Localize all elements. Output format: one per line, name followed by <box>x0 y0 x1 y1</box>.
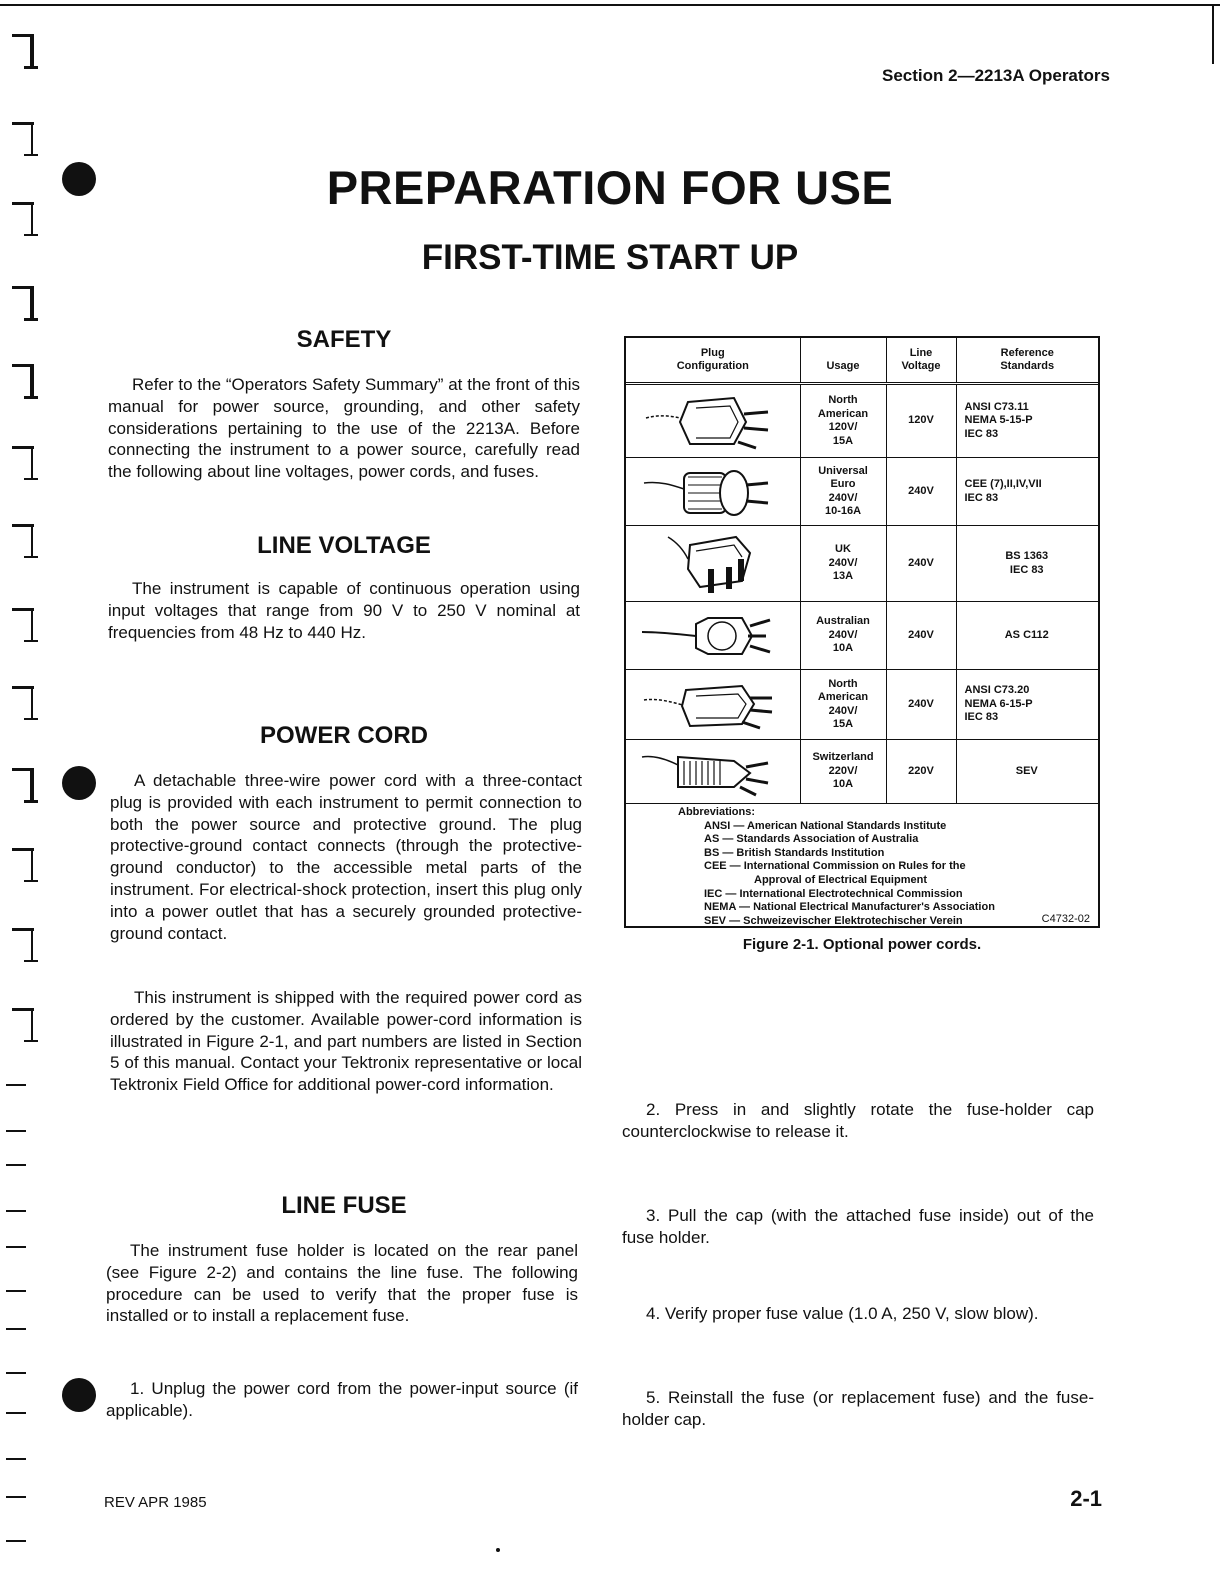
column-header-plug: Plug Configuration <box>626 338 800 384</box>
scan-speck <box>496 1548 500 1552</box>
abbreviation-item: NEMA — National Electrical Manufacturer's Association <box>704 901 995 914</box>
figure-code: C4732-02 <box>1041 912 1090 925</box>
voltage-cell: 240V <box>886 670 956 740</box>
margin-dash <box>6 1210 26 1212</box>
abbreviation-item: BS — British Standards Institution <box>704 846 885 859</box>
fuse-step-5: 5. Reinstall the fuse (or replacement fuse) and the fuse-holder cap. <box>622 1388 1094 1429</box>
margin-dash <box>6 1372 26 1374</box>
australian-plug-icon <box>626 602 800 670</box>
margin-mark <box>4 120 40 160</box>
standards-cell: SEV <box>956 740 1098 804</box>
page-number: 2-1 <box>1070 1486 1102 1511</box>
voltage-cell: 240V <box>886 526 956 602</box>
usage-cell: UK 240V/ 13A <box>800 526 886 602</box>
voltage-cell: 240V <box>886 458 956 526</box>
voltage-cell: 240V <box>886 602 956 670</box>
standards-cell: AS C112 <box>956 602 1098 670</box>
column-header-standards: Reference Standards <box>956 338 1098 384</box>
table-header-row <box>626 338 1098 384</box>
line-fuse-paragraph: The instrument fuse holder is located on the rear panel (see Figure 2-2) and contains the line fuse. The following procedure can be used to verify that the proper fuse is installed or to install a replacement fuse. <box>106 1241 578 1326</box>
table-row <box>626 526 1098 602</box>
line-fuse-heading: LINE FUSE <box>281 1192 407 1219</box>
margin-mark <box>4 606 40 646</box>
schuko-plug-icon <box>626 458 800 526</box>
margin-mark <box>4 684 40 724</box>
page-subtitle: FIRST-TIME START UP <box>421 238 799 277</box>
abbreviation-item: CEE — International Commission on Rules for the <box>704 860 966 873</box>
standards-cell: ANSI C73.11 NEMA 5-15-P IEC 83 <box>956 384 1098 458</box>
margin-mark <box>4 766 40 806</box>
power-cord-table <box>626 338 1098 804</box>
margin-dash <box>6 1496 26 1498</box>
margin-mark <box>4 926 40 966</box>
margin-dash <box>6 1412 26 1414</box>
swiss-plug-icon <box>626 740 800 804</box>
fuse-step-3: 3. Pull the cap (with the attached fuse inside) out of the fuse holder. <box>622 1206 1094 1247</box>
power-cord-heading: POWER CORD <box>260 722 428 749</box>
table-row <box>626 384 1098 458</box>
margin-mark <box>4 284 40 324</box>
nema-5-15-plug-icon <box>626 384 800 458</box>
column-header-usage: Usage <box>800 338 886 384</box>
punch-hole <box>62 1378 96 1412</box>
running-head: Section 2—2213A Operators <box>881 66 1110 85</box>
usage-cell: Switzerland 220V/ 10A <box>800 740 886 804</box>
safety-heading: SAFETY <box>296 326 392 353</box>
abbreviation-item: AS — Standards Association of Australia <box>704 833 919 846</box>
fuse-step-2: 2. Press in and slightly rotate the fuse-holder cap counterclockwise to release it. <box>622 1100 1094 1141</box>
table-row <box>626 740 1098 804</box>
abbreviation-item: Approval of Electrical Equipment <box>754 873 927 886</box>
margin-mark <box>4 444 40 484</box>
safety-paragraph: Refer to the “Operators Safety Summary” at the front of this manual for power source, grounding, and other safety considerations pertaining to the use of the 2213A. Before connecting the instrument to a power source, carefully read the following about line voltages, power cords, and fuses. <box>108 375 580 482</box>
top-rule <box>0 4 1220 6</box>
right-edge-rule <box>1212 4 1214 64</box>
abbreviation-item: SEV — Schweizevischer Elektrotechischer Verein <box>704 914 963 927</box>
usage-cell: Universal Euro 240V/ 10-16A <box>800 458 886 526</box>
standards-cell: CEE (7),II,IV,VII IEC 83 <box>956 458 1098 526</box>
power-cord-paragraph: A detachable three-wire power cord with a three-contact plug is provided with each instrument to permit connection to both the power source and protective ground. The plug protective-ground contact connects (through the protective-ground conductor) to the accessible metal parts of the instrument. For electrical-shock protection, insert this plug only into a power outlet that has a securely grounded protective-ground contact. <box>110 771 582 943</box>
standards-cell: ANSI C73.20 NEMA 6-15-P IEC 83 <box>956 670 1098 740</box>
fuse-step-1: 1. Unplug the power cord from the power-input source (if applicable). <box>106 1379 578 1420</box>
voltage-cell: 120V <box>886 384 956 458</box>
margin-dash <box>6 1458 26 1460</box>
abbreviations-block <box>626 804 1098 928</box>
nema-6-15-plug-icon <box>626 670 800 740</box>
margin-dash <box>6 1540 26 1542</box>
page-title: PREPARATION FOR USE <box>326 161 894 214</box>
margin-mark <box>4 362 40 402</box>
table-row <box>626 602 1098 670</box>
abbreviations-title: Abbreviations: <box>678 806 756 818</box>
column-header-voltage: Line Voltage <box>886 338 956 384</box>
margin-dash <box>6 1130 26 1132</box>
usage-cell: Australian 240V/ 10A <box>800 602 886 670</box>
margin-dash <box>6 1290 26 1292</box>
power-cord-paragraph-2: This instrument is shipped with the required power cord as ordered by the customer. Available power-cord information is illustrated in Figure 2-1, and part numbers are listed in Section 5 of this manual. Contact your Tektronix representative or local Tektronix Field Office for additional power-cord information. <box>110 988 582 1095</box>
punch-hole <box>62 766 96 800</box>
power-cord-figure <box>624 336 1100 928</box>
line-voltage-paragraph: The instrument is capable of continuous operation using input voltages that range from 90 V to 250 V nominal at frequencies from 48 Hz to 440 Hz. <box>108 579 580 642</box>
margin-mark <box>4 846 40 886</box>
table-row <box>626 458 1098 526</box>
margin-dash <box>6 1084 26 1086</box>
table-row <box>626 670 1098 740</box>
standards-cell: BS 1363 IEC 83 <box>956 526 1098 602</box>
margin-dash <box>6 1164 26 1166</box>
margin-mark <box>4 522 40 562</box>
margin-dash <box>6 1246 26 1248</box>
usage-cell: North American 240V/ 15A <box>800 670 886 740</box>
abbreviation-item: ANSI — American National Standards Institute <box>704 819 947 832</box>
revision-date: REV APR 1985 <box>104 1494 207 1511</box>
uk-plug-icon <box>626 526 800 602</box>
margin-mark <box>4 32 40 72</box>
voltage-cell: 220V <box>886 740 956 804</box>
margin-mark <box>4 1006 40 1046</box>
usage-cell: North American 120V/ 15A <box>800 384 886 458</box>
fuse-step-4: 4. Verify proper fuse value (1.0 A, 250 V, slow blow). <box>646 1304 1039 1323</box>
margin-dash <box>6 1328 26 1330</box>
figure-caption: Figure 2-1. Optional power cords. <box>742 936 982 953</box>
abbreviation-item: IEC — International Electrotechnical Commission <box>704 887 963 900</box>
line-voltage-heading: LINE VOLTAGE <box>257 532 431 559</box>
